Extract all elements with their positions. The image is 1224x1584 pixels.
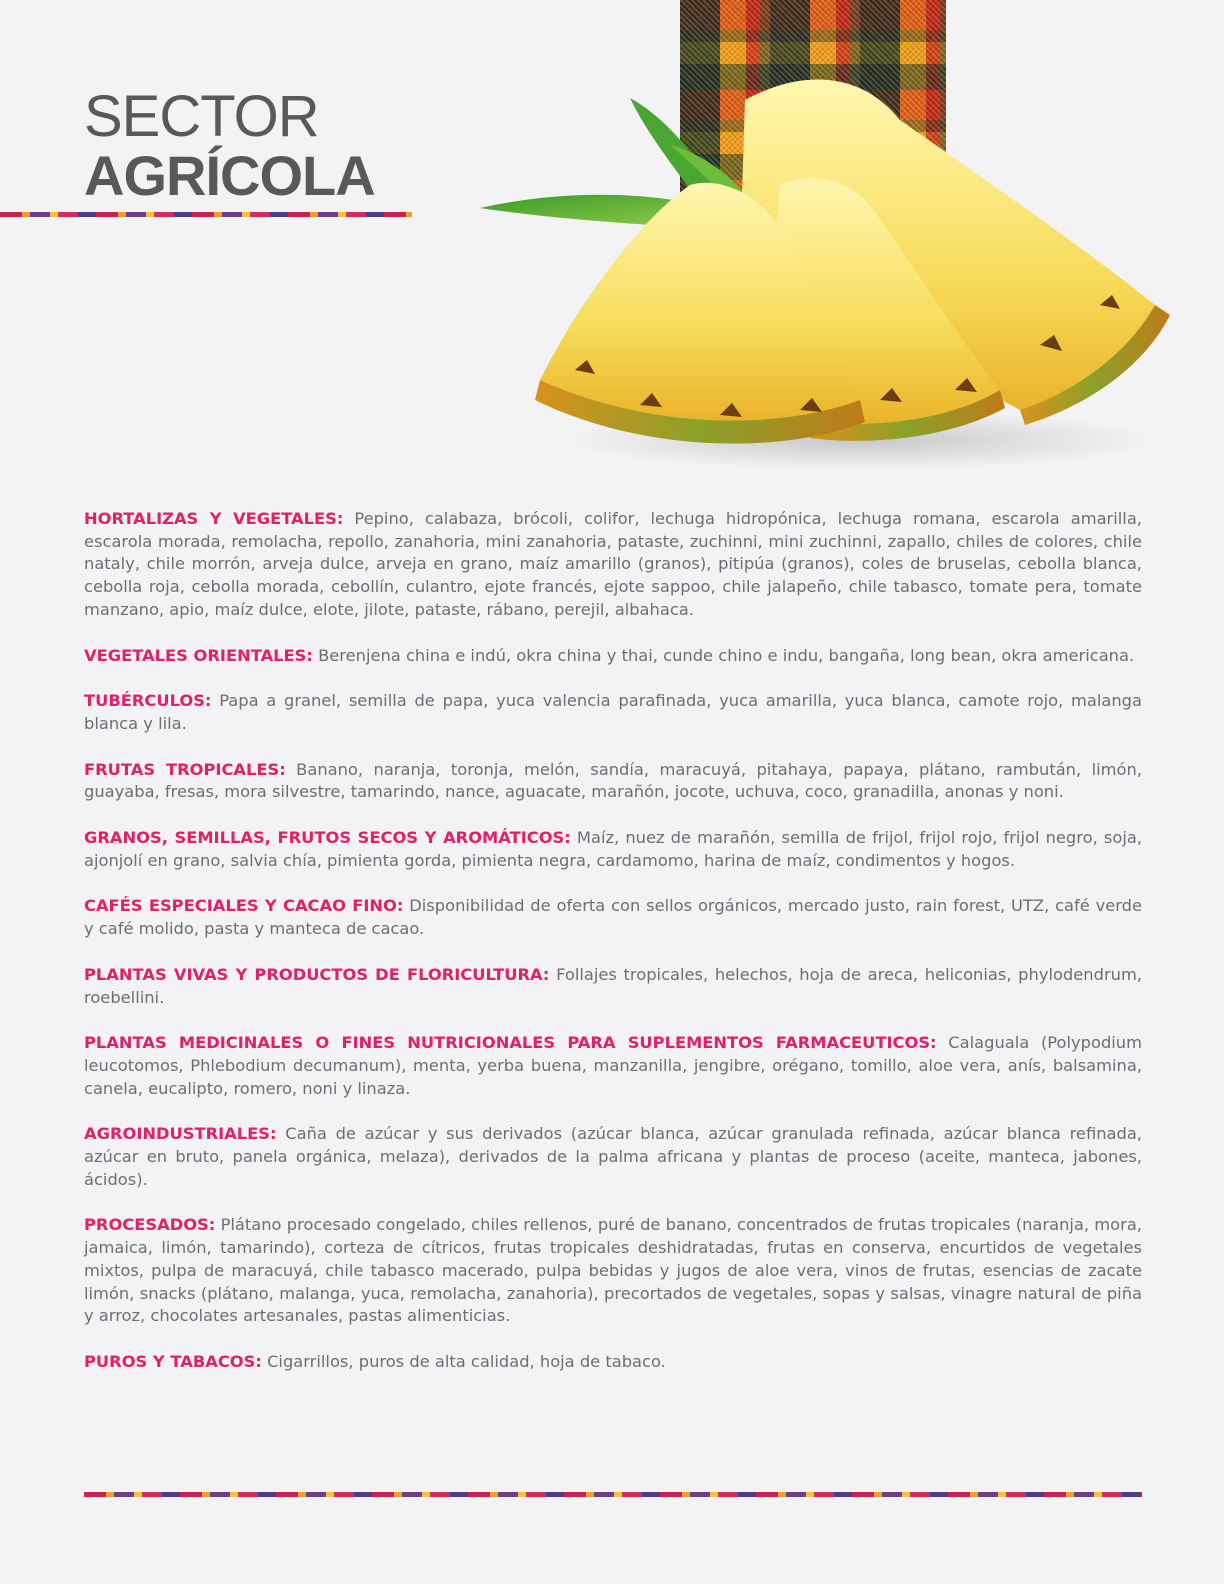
section-text: Papa a granel, semilla de papa, yuca valencia parafinada, yuca amarilla, yuca blanca, camote rojo, malanga blanca y lila. — [84, 691, 1142, 733]
section-text: Maíz, nuez de marañón, semilla de frijol, frijol rojo, frijol negro, soja, ajonjolí en grano, salvia chía, pimienta gorda, pimienta negra, cardamomo, harina de maíz, condimentos y hogos. — [84, 828, 1142, 870]
title-line-1: SECTOR — [84, 84, 319, 149]
section-text: Follajes tropicales, helechos, hoja de areca, heliconias, phylodendrum, roebellini. — [84, 964, 1142, 1007]
section-text: Pepino, calabaza, brócoli, colifor, lechuga hidropónica, lechuga romana, escarola amarilla, escarola morada, remolacha, repollo, zanahoria, mini zanahoria, pataste, zuchinni, mini zuchinni, zapallo, chiles de colores, chile nataly, chile morrón, arveja dulce, arveja en grano, maíz amarillo (granos), pitipúa (granos), coles de bruselas, cebolla blanca, cebolla roja, cebolla morada, cebollín, culantro, ejote francés, ejote sappoo, chile jalapeño, chile tabasco, tomate pera, tomate manzano, apio, maíz dulce, elote, jilote, pataste, rábano, perejil, albahaca. — [84, 509, 1142, 619]
section-text: Caña de azúcar y sus derivados (azúcar blanca, azúcar granulada refinada, azúcar blanca refinada, azúcar en bruto, panela orgánica, melaza), derivados de la palma africana y plantas de proceso (aceite, manteca, jabones, ácidos). — [84, 1124, 1142, 1189]
section-agroindustriales — [84, 1123, 1142, 1191]
section-label: PLANTAS MEDICINALES O FINES NUTRICIONALES PARA SUPLEMENTOS FARMACEUTICOS: — [84, 1033, 937, 1053]
product-sections — [84, 508, 1142, 1397]
page-title — [84, 84, 375, 207]
section-vegetales-orientales — [84, 645, 1142, 668]
section-text: Banano, naranja, toronja, melón, sandía, maracuyá, pitahaya, papaya, plátano, rambután, limón, guayaba, fresas, mora silvestre, tamarindo, nance, aguacate, marañón, jocote, uchuva, coco, granadilla, anonas y noni. — [84, 759, 1142, 802]
section-frutas-tropicales — [84, 759, 1142, 804]
section-label: HORTALIZAS Y VEGETALES: — [84, 509, 344, 528]
pineapple-slices-image — [480, 60, 1180, 480]
section-text: Calaguala (Polypodium leucotomos, Phlebodium decumanum), menta, yerba buena, manzanilla, jengibre, orégano, tomillo, aloe vera, anís, balsamina, canela, eucalipto, romero, noni y linaza. — [84, 1033, 1142, 1098]
decorative-stripe-top — [0, 212, 412, 217]
section-text: Plátano procesado congelado, chiles rellenos, puré de banano, concentrados de frutas tropicales (naranja, mora, jamaica, limón, tamarindo), corteza de cítricos, frutas tropicales deshidratadas, frutas en conserva, encurtidos de vegetales mixtos, pulpa de maracuyá, chile tabasco macerado, pulpa bebidas y jugos de aloe vera, vinos de frutas, esencias de zacate limón, snacks (plátano, malanga, yuca, remolacha, zanahoria), precortados de vegetales, sopas y salsas, vinagre natural de piña y arroz, chocolates artesanales, pastas alimenticias. — [84, 1215, 1142, 1326]
section-label: FRUTAS TROPICALES: — [84, 759, 286, 779]
section-text: Berenjena china e indú, okra china y thai, cunde chino e indu, bangaña, long bean, okra americana. — [318, 645, 1135, 665]
section-plantas-vivas — [84, 964, 1142, 1009]
section-label: AGROINDUSTRIALES: — [84, 1124, 277, 1144]
section-hortalizas — [84, 508, 1142, 622]
section-text: Disponibilidad de oferta con sellos orgánicos, mercado justo, rain forest, UTZ, café verde y café molido, pasta y manteca de cacao. — [84, 896, 1142, 939]
section-puros-tabacos — [84, 1351, 1142, 1374]
section-granos — [84, 827, 1142, 872]
section-cafes — [84, 895, 1142, 940]
section-label: CAFÉS ESPECIALES Y CACAO FINO: — [84, 896, 404, 916]
section-text: Cigarrillos, puros de alta calidad, hoja de tabaco. — [267, 1351, 666, 1371]
title-line-2: AGRÍCOLA — [84, 144, 375, 207]
section-label: PLANTAS VIVAS Y PRODUCTOS DE FLORICULTURA: — [84, 964, 550, 984]
section-label: VEGETALES ORIENTALES: — [84, 645, 313, 665]
section-procesados — [84, 1214, 1142, 1328]
section-label: GRANOS, SEMILLAS, FRUTOS SECOS Y AROMÁTICOS: — [84, 828, 571, 848]
section-label: TUBÉRCULOS: — [84, 691, 212, 711]
section-label: PROCESADOS: — [84, 1215, 216, 1235]
section-tuberculos — [84, 690, 1142, 735]
decorative-stripe-bottom — [84, 1492, 1142, 1497]
section-plantas-medicinales — [84, 1032, 1142, 1100]
section-label: PUROS Y TABACOS: — [84, 1351, 262, 1371]
